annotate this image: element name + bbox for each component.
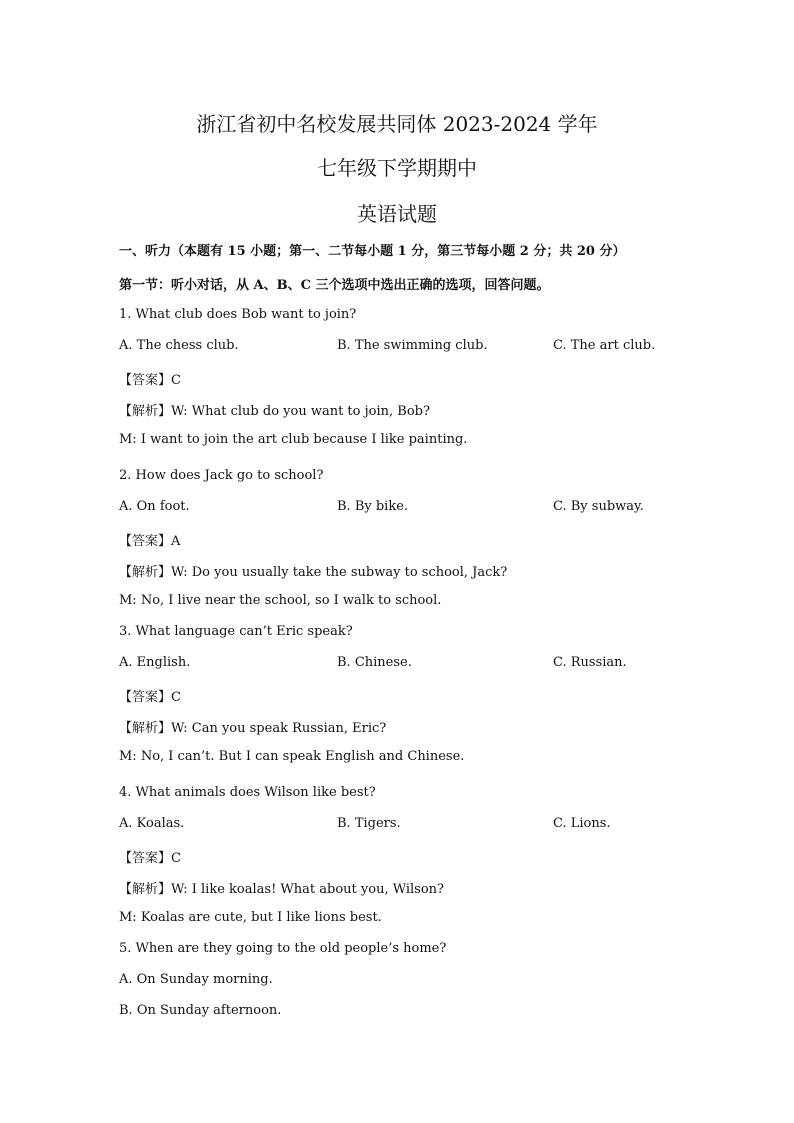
q2-analysis-line2: M: No, I live near the school, so I walk to school. (119, 593, 442, 608)
part1-instruction: 第一节：听小对话，从 A、B、C 三个选项中选出正确的选项，回答问题。 (119, 278, 550, 293)
analysis-label: 【解析】 (119, 404, 172, 419)
q1-option-b: B. The swimming club. (337, 338, 488, 353)
q4-analysis-line1: W: I like koalas! What about you, Wilson? (171, 882, 445, 897)
q3-option-b: B. Chinese. (337, 655, 412, 670)
q3-analysis (119, 717, 386, 736)
q3-answer (119, 686, 181, 705)
q5-option-b: B. On Sunday afternoon. (119, 1003, 282, 1018)
analysis-label: 【解析】 (119, 882, 172, 897)
q4-analysis (119, 878, 444, 897)
question-1: 1. What club does Bob want to join? (119, 307, 357, 322)
analysis-label: 【解析】 (119, 721, 172, 736)
q1-option-c: C. The art club. (553, 338, 656, 353)
answer-label: 【答案】 (119, 851, 172, 866)
answer-label: 【答案】 (119, 534, 172, 549)
question-3: 3. What language can’t Eric speak? (119, 624, 353, 639)
answer-label: 【答案】 (119, 373, 172, 388)
q4-option-b: B. Tigers. (337, 816, 401, 831)
q3-analysis-line2: M: No, I can’t. But I can speak English and Chinese. (119, 749, 465, 764)
q1-analysis-line2: M: I want to join the art club because I like painting. (119, 432, 468, 447)
q3-option-a: A. English. (119, 655, 191, 670)
question-2: 2. How does Jack go to school? (119, 468, 324, 483)
answer-label: 【答案】 (119, 690, 172, 705)
q4-answer (119, 847, 181, 866)
q1-option-a: A. The chess club. (119, 338, 239, 353)
q5-option-a: A. On Sunday morning. (119, 972, 273, 987)
analysis-label: 【解析】 (119, 565, 172, 580)
q2-option-c: C. By subway. (553, 499, 644, 514)
q3-option-c: C. Russian. (553, 655, 627, 670)
q4-answer-value: C (171, 851, 181, 866)
q2-answer (119, 530, 180, 549)
q4-analysis-line2: M: Koalas are cute, but I like lions best. (119, 910, 382, 925)
exam-title-line1: 浙江省初中名校发展共同体 2023-2024 学年 (196, 112, 598, 136)
q4-option-a: A. Koalas. (119, 816, 185, 831)
q3-analysis-line1: W: Can you speak Russian, Eric? (171, 721, 387, 736)
q2-answer-value: A (171, 534, 181, 549)
q2-analysis-line1: W: Do you usually take the subway to school, Jack? (171, 565, 508, 580)
question-4: 4. What animals does Wilson like best? (119, 785, 376, 800)
q1-answer-value: C (171, 373, 181, 388)
exam-title-line3: 英语试题 (357, 202, 437, 226)
q3-answer-value: C (171, 690, 181, 705)
question-5: 5. When are they going to the old people’s home? (119, 941, 447, 956)
exam-title-line2: 七年级下学期期中 (317, 156, 477, 180)
q1-analysis (119, 400, 430, 419)
section-heading: 一、听力（本题有 15 小题；第一、二节每小题 1 分，第三节每小题 2 分；共 20 分） (119, 244, 626, 259)
q2-option-a: A. On foot. (119, 499, 190, 514)
q2-analysis (119, 561, 507, 580)
q1-answer (119, 369, 181, 388)
q4-option-c: C. Lions. (553, 816, 611, 831)
q2-option-b: B. By bike. (337, 499, 409, 514)
q1-analysis-line1: W: What club do you want to join, Bob? (171, 404, 430, 419)
